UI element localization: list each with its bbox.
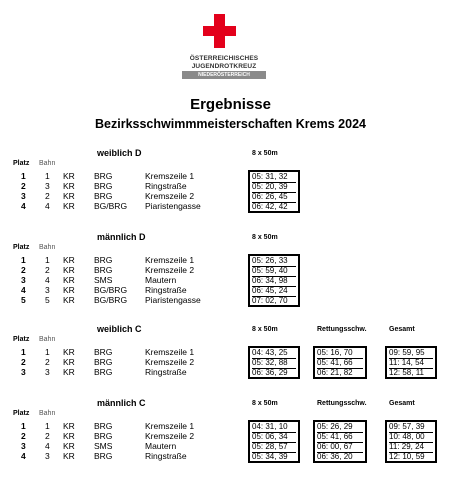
bahn-value: 4 — [45, 201, 50, 211]
time-value: 06: 42, 42 — [252, 202, 288, 211]
bahn-value: 3 — [45, 451, 50, 461]
bezirk-value: KR — [63, 171, 75, 181]
section-title: männlich C — [97, 398, 146, 408]
bezirk-value: KR — [63, 441, 75, 451]
bahn-value: 3 — [45, 285, 50, 295]
time-value: 06: 26, 45 — [252, 192, 296, 203]
jugendrotkreuz-logo — [174, 12, 274, 84]
schule-value: BG/BRG — [94, 201, 128, 211]
platz-value: 2 — [21, 181, 26, 191]
ort-value: Mautern — [145, 441, 177, 451]
time-value: 07: 02, 70 — [252, 296, 288, 305]
schule-value: BRG — [94, 171, 113, 181]
column-header: 8 x 50m — [252, 400, 278, 407]
bahn-header: Bahn — [39, 410, 56, 417]
platz-header: Platz — [13, 244, 30, 251]
platz-value: 3 — [21, 191, 26, 201]
time-box — [248, 170, 300, 213]
bahn-header: Bahn — [39, 160, 56, 167]
logo-line-3: NIEDERÖSTERREICH — [182, 71, 266, 79]
time-value: 04: 43, 25 — [252, 348, 296, 359]
bahn-value: 5 — [45, 295, 50, 305]
time-value: 11: 14, 54 — [389, 358, 433, 369]
schule-value: BRG — [94, 255, 113, 265]
bezirk-value: KR — [63, 285, 75, 295]
time-value: 06: 21, 82 — [317, 368, 353, 377]
time-value: 06: 34, 98 — [252, 276, 296, 287]
platz-header: Platz — [13, 160, 30, 167]
time-value: 05: 59, 40 — [252, 266, 296, 277]
time-value: 05: 26, 29 — [317, 422, 363, 433]
time-value: 12: 58, 11 — [389, 368, 424, 377]
time-box — [385, 420, 437, 463]
bezirk-value: KR — [63, 191, 75, 201]
time-value: 09: 59, 95 — [389, 348, 433, 359]
bahn-value: 1 — [45, 347, 50, 357]
ort-value: Kremszeile 2 — [145, 431, 195, 441]
platz-value: 5 — [21, 295, 26, 305]
bahn-value: 3 — [45, 181, 50, 191]
platz-value: 2 — [21, 265, 26, 275]
schule-value: BRG — [94, 191, 113, 201]
time-value: 05: 06, 34 — [252, 432, 296, 443]
platz-value: 2 — [21, 357, 26, 367]
schule-value: BG/BRG — [94, 295, 128, 305]
schule-value: BG/BRG — [94, 285, 128, 295]
bezirk-value: KR — [63, 347, 75, 357]
ort-value: Ringstraße — [145, 367, 187, 377]
bahn-value: 3 — [45, 367, 50, 377]
page-title: Ergebnisse — [190, 96, 271, 113]
bahn-value: 1 — [45, 255, 50, 265]
bezirk-value: KR — [63, 275, 75, 285]
platz-value: 1 — [21, 421, 26, 431]
schule-value: SMS — [94, 441, 113, 451]
platz-value: 3 — [21, 441, 26, 451]
column-header: Gesamt — [389, 400, 415, 407]
platz-header: Platz — [13, 410, 30, 417]
time-value: 09: 57, 39 — [389, 422, 433, 433]
platz-header: Platz — [13, 336, 30, 343]
bezirk-value: KR — [63, 255, 75, 265]
bahn-value: 2 — [45, 357, 50, 367]
bahn-value: 2 — [45, 265, 50, 275]
bezirk-value: KR — [63, 451, 75, 461]
platz-value: 3 — [21, 367, 26, 377]
ort-value: Kremszeile 1 — [145, 255, 195, 265]
schule-value: BRG — [94, 265, 113, 275]
time-value: 06: 00, 67 — [317, 442, 363, 453]
column-header: Rettungsschw. — [317, 400, 367, 407]
column-header: Rettungsschw. — [317, 326, 367, 333]
bahn-value: 2 — [45, 191, 50, 201]
platz-value: 1 — [21, 171, 26, 181]
page-subtitle: Bezirksschwimmmeisterschaften Krems 2024 — [95, 117, 366, 131]
schule-value: BRG — [94, 347, 113, 357]
section-title: weiblich D — [97, 148, 142, 158]
logo-line-2: JUGENDROTKREUZ — [191, 63, 257, 70]
column-header: 8 x 50m — [252, 234, 278, 241]
time-box — [248, 420, 300, 463]
column-header: 8 x 50m — [252, 326, 278, 333]
bahn-header: Bahn — [39, 336, 56, 343]
bahn-header: Bahn — [39, 244, 56, 251]
bahn-value: 4 — [45, 441, 50, 451]
time-value: 05: 28, 57 — [252, 442, 296, 453]
ort-value: Piaristengasse — [145, 295, 201, 305]
bahn-value: 2 — [45, 431, 50, 441]
logo-line-1: ÖSTERREICHISCHES — [189, 55, 259, 62]
bezirk-value: KR — [63, 181, 75, 191]
bahn-value: 4 — [45, 275, 50, 285]
time-value: 05: 41, 66 — [317, 358, 363, 369]
time-box — [313, 420, 367, 463]
time-value: 06: 45, 24 — [252, 286, 296, 297]
time-value: 10: 48, 00 — [389, 432, 433, 443]
time-value: 05: 34, 39 — [252, 452, 288, 461]
bahn-value: 1 — [45, 421, 50, 431]
platz-value: 4 — [21, 451, 26, 461]
ort-value: Kremszeile 1 — [145, 347, 195, 357]
time-value: 05: 26, 33 — [252, 256, 296, 267]
time-value: 06: 36, 29 — [252, 368, 288, 377]
schule-value: BRG — [94, 421, 113, 431]
schule-value: BRG — [94, 181, 113, 191]
column-header: Gesamt — [389, 326, 415, 333]
section-title: männlich D — [97, 232, 146, 242]
ort-value: Kremszeile 2 — [145, 265, 195, 275]
time-value: 05: 31, 32 — [252, 172, 296, 183]
bezirk-value: KR — [63, 265, 75, 275]
ort-value: Ringstraße — [145, 181, 187, 191]
bezirk-value: KR — [63, 295, 75, 305]
bezirk-value: KR — [63, 201, 75, 211]
time-box — [313, 346, 367, 379]
section-title: weiblich C — [97, 324, 142, 334]
column-header: 8 x 50m — [252, 150, 278, 157]
schule-value: BRG — [94, 367, 113, 377]
bahn-value: 1 — [45, 171, 50, 181]
time-value: 04: 31, 10 — [252, 422, 296, 433]
schule-value: BRG — [94, 357, 113, 367]
platz-value: 3 — [21, 275, 26, 285]
platz-value: 2 — [21, 431, 26, 441]
ort-value: Piaristengasse — [145, 201, 201, 211]
time-value: 05: 32, 88 — [252, 358, 296, 369]
time-value: 11: 29, 24 — [389, 442, 433, 453]
ort-value: Kremszeile 2 — [145, 191, 195, 201]
time-box — [248, 254, 300, 307]
bezirk-value: KR — [63, 421, 75, 431]
schule-value: SMS — [94, 275, 113, 285]
time-value: 05: 41, 66 — [317, 432, 363, 443]
ort-value: Kremszeile 1 — [145, 421, 195, 431]
bezirk-value: KR — [63, 367, 75, 377]
bezirk-value: KR — [63, 431, 75, 441]
time-value: 05: 16, 70 — [317, 348, 363, 359]
platz-value: 1 — [21, 347, 26, 357]
time-box — [385, 346, 437, 379]
ort-value: Kremszeile 1 — [145, 171, 195, 181]
platz-value: 1 — [21, 255, 26, 265]
time-value: 05: 20, 39 — [252, 182, 296, 193]
schule-value: BRG — [94, 431, 113, 441]
ort-value: Ringstraße — [145, 285, 187, 295]
ort-value: Mautern — [145, 275, 177, 285]
schule-value: BRG — [94, 451, 113, 461]
ort-value: Kremszeile 2 — [145, 357, 195, 367]
time-box — [248, 346, 300, 379]
time-value: 06: 36, 20 — [317, 452, 353, 461]
time-value: 12: 10, 59 — [389, 452, 425, 461]
platz-value: 4 — [21, 201, 26, 211]
bezirk-value: KR — [63, 357, 75, 367]
platz-value: 4 — [21, 285, 26, 295]
ort-value: Ringstraße — [145, 451, 187, 461]
